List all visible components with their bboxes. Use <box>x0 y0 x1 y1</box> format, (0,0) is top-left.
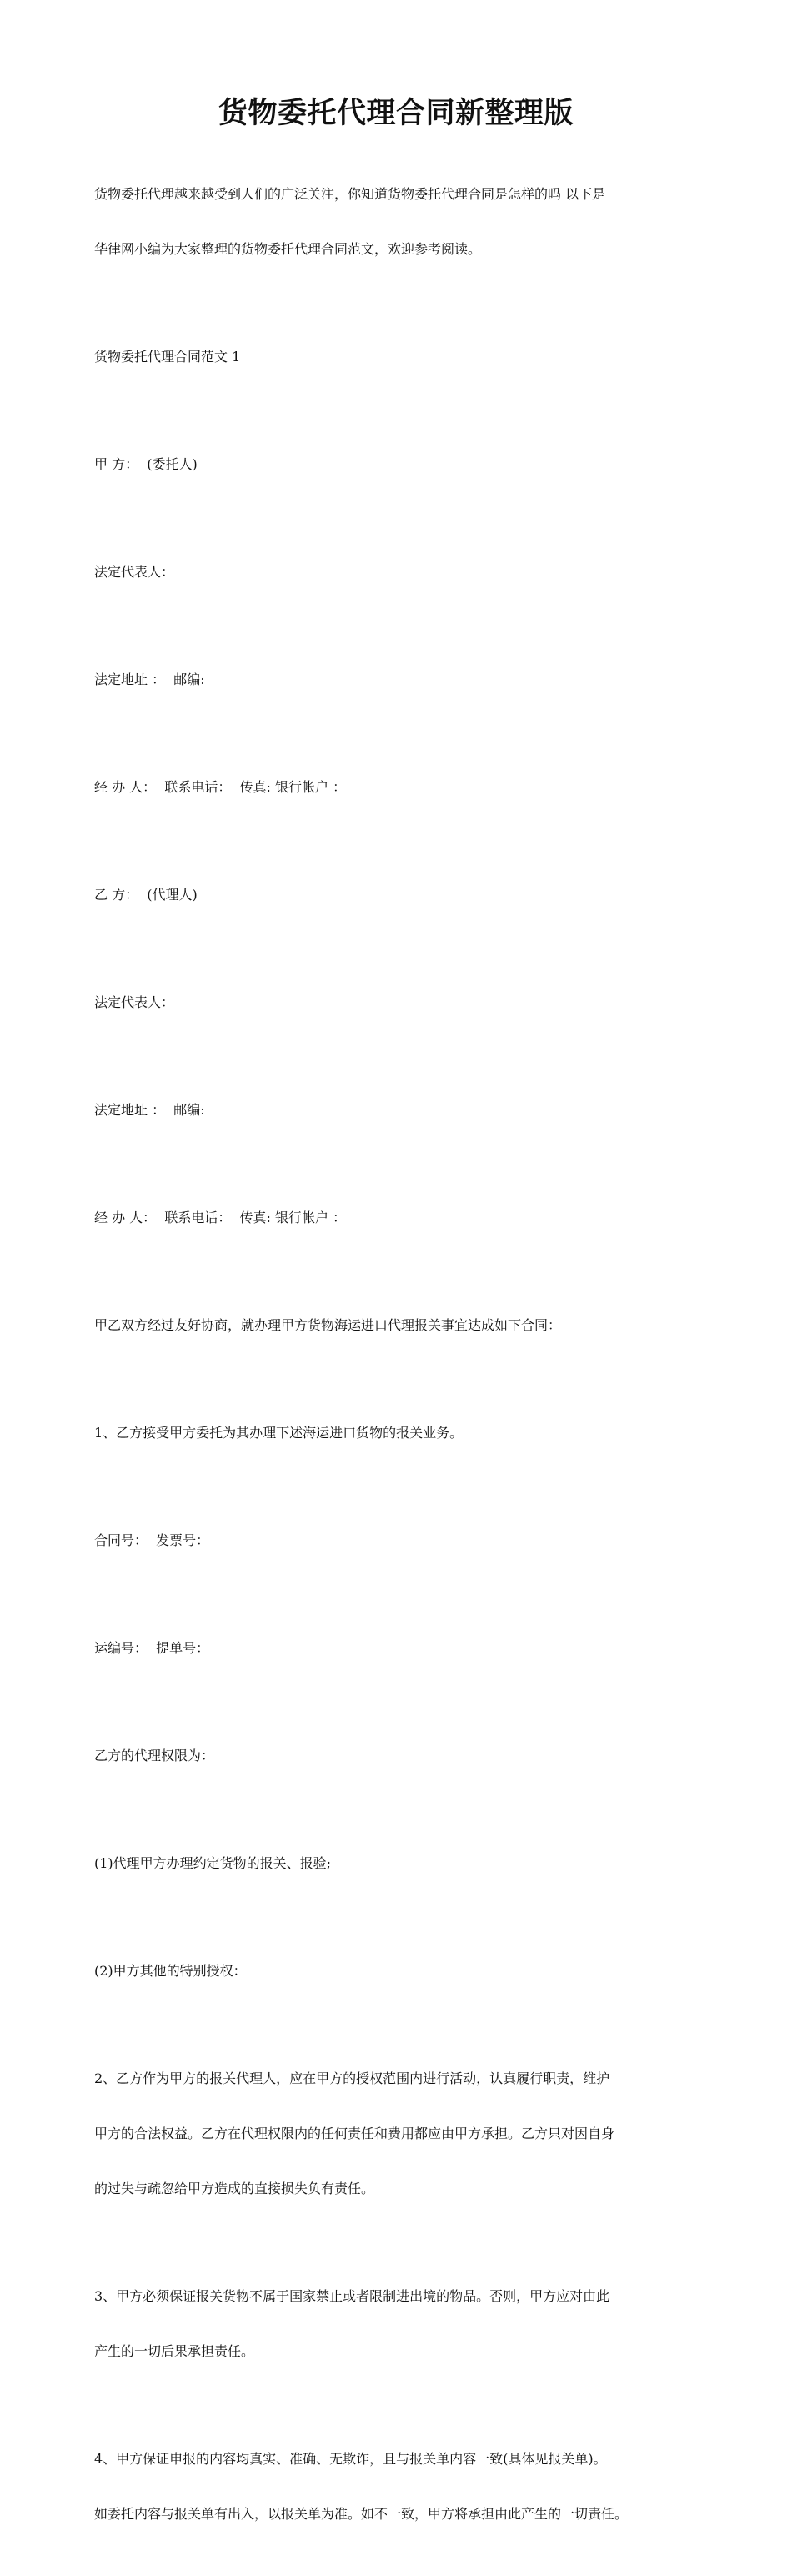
text-line: 甲 方： (委托人) <box>94 456 198 472</box>
text-line: 合同号： 发票号： <box>94 1532 210 1548</box>
text-line: 乙 方： (代理人) <box>94 887 198 903</box>
party-a-contact <box>94 742 711 833</box>
text-line: 2、乙方作为甲方的报关代理人，应在甲方的授权范围内进行活动，认真履行职责，维护 <box>94 2070 610 2086</box>
text-line: 经 办 人： 联系电话： 传真: 银行帐户 ： <box>94 1210 347 1225</box>
section-heading <box>94 311 711 403</box>
party-b-address <box>94 1064 711 1156</box>
party-a-address <box>94 634 711 726</box>
intro-paragraph <box>94 148 711 295</box>
text-line: 经 办 人： 联系电话： 传真: 银行帐户 ： <box>94 779 347 795</box>
authority-heading <box>94 1710 711 1802</box>
authority-item-1 <box>94 1818 711 1909</box>
text-line: 法定地址 ： 邮编: <box>94 1102 205 1118</box>
clause-4 <box>94 2413 711 2560</box>
party-a-representative <box>94 526 711 618</box>
text-line: 如委托内容与报关单有出入，以报关单为准。如不一致，甲方将承担由此产生的一切责任。 <box>94 2506 629 2522</box>
text-line: 1、乙方接受甲方委托为其办理下述海运进口货物的报关业务。 <box>94 1425 464 1441</box>
text-line: 甲方的合法权益。乙方在代理权限内的任何责任和费用都应由甲方承担。乙方只对因自身 <box>94 2126 615 2141</box>
text-line: 3、甲方必须保证报关货物不属于国家禁止或者限制进出境的物品。否则，甲方应对由此 <box>94 2288 610 2304</box>
text-line: 法定代表人： <box>94 994 175 1010</box>
contract-invoice-line <box>94 1495 711 1587</box>
text-line: 4、甲方保证申报的内容均真实、准确、无欺诈，且与报关单内容一致(具体见报关单)。 <box>94 2451 607 2467</box>
clause-1 <box>94 1387 711 1479</box>
text-line: 货物委托代理合同范文 1 <box>94 349 241 365</box>
document-title: 货物委托代理合同新整理版 <box>218 96 574 130</box>
party-b-contact <box>94 1172 711 1264</box>
party-a-line <box>94 419 711 511</box>
clause-2 <box>94 2033 711 2235</box>
text-line: 甲乙双方经过友好协商，就办理甲方货物海运进口代理报关事宜达成如下合同： <box>94 1317 562 1333</box>
text-line: 的过失与疏忽给甲方造成的直接损失负有责任。 <box>94 2181 375 2196</box>
text-line: 华律网小编为大家整理的货物委托代理合同范文，欢迎参考阅读。 <box>94 241 482 257</box>
text-line: 运编号： 提单号： <box>94 1640 210 1656</box>
text-line: 法定代表人： <box>94 564 175 580</box>
party-b-representative <box>94 957 711 1049</box>
document-body <box>94 148 711 2576</box>
text-line: 乙方的代理权限为： <box>94 1748 215 1763</box>
shipping-bill-line <box>94 1602 711 1694</box>
text-line: 货物委托代理越来越受到人们的广泛关注，你知道货物委托代理合同是怎样的吗 以下是 <box>94 186 606 202</box>
text-line: 法定地址 ： 邮编: <box>94 672 205 687</box>
party-b-line <box>94 849 711 941</box>
clause-3 <box>94 2251 711 2397</box>
text-line: 产生的一切后果承担责任。 <box>94 2343 255 2359</box>
text-line: (1)代理甲方办理约定货物的报关、报验; <box>94 1855 332 1871</box>
text-line: (2)甲方其他的特别授权： <box>94 1963 247 1979</box>
authority-item-2 <box>94 1925 711 2017</box>
agreement-preamble <box>94 1280 711 1371</box>
